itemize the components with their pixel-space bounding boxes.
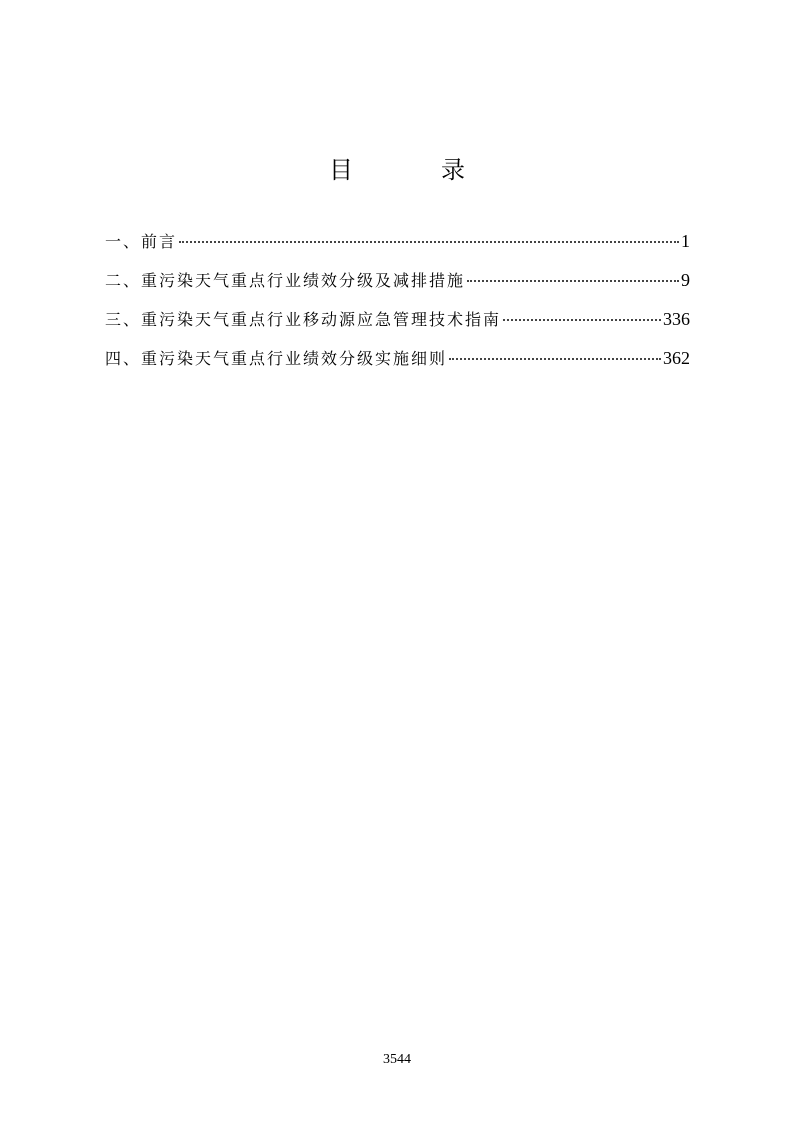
toc-leader-dots: [179, 241, 679, 243]
toc-entry-page: 362: [663, 348, 690, 368]
toc-leader-dots: [503, 319, 661, 321]
toc-entry-page: 336: [663, 309, 690, 329]
toc-entry-label: 二、重污染天气重点行业绩效分级及减排措施: [105, 271, 466, 290]
toc-leader-dots: [467, 280, 679, 282]
toc-entry-label: 一、前言: [105, 232, 178, 251]
table-of-contents: [105, 226, 690, 382]
toc-entry-page: 9: [681, 270, 690, 290]
toc-entry-2[interactable]: [105, 265, 690, 304]
toc-entry-page: 1: [681, 231, 690, 251]
toc-entry-4[interactable]: [105, 343, 690, 382]
toc-entry-3[interactable]: [105, 304, 690, 343]
page-number: 3544: [383, 1052, 411, 1067]
document-title: 目 录: [329, 156, 497, 184]
toc-leader-dots: [449, 358, 661, 360]
toc-entry-1[interactable]: [105, 226, 690, 265]
toc-entry-label: 三、重污染天气重点行业移动源应急管理技术指南: [105, 310, 502, 329]
toc-entry-label: 四、重污染天气重点行业绩效分级实施细则: [105, 349, 448, 368]
